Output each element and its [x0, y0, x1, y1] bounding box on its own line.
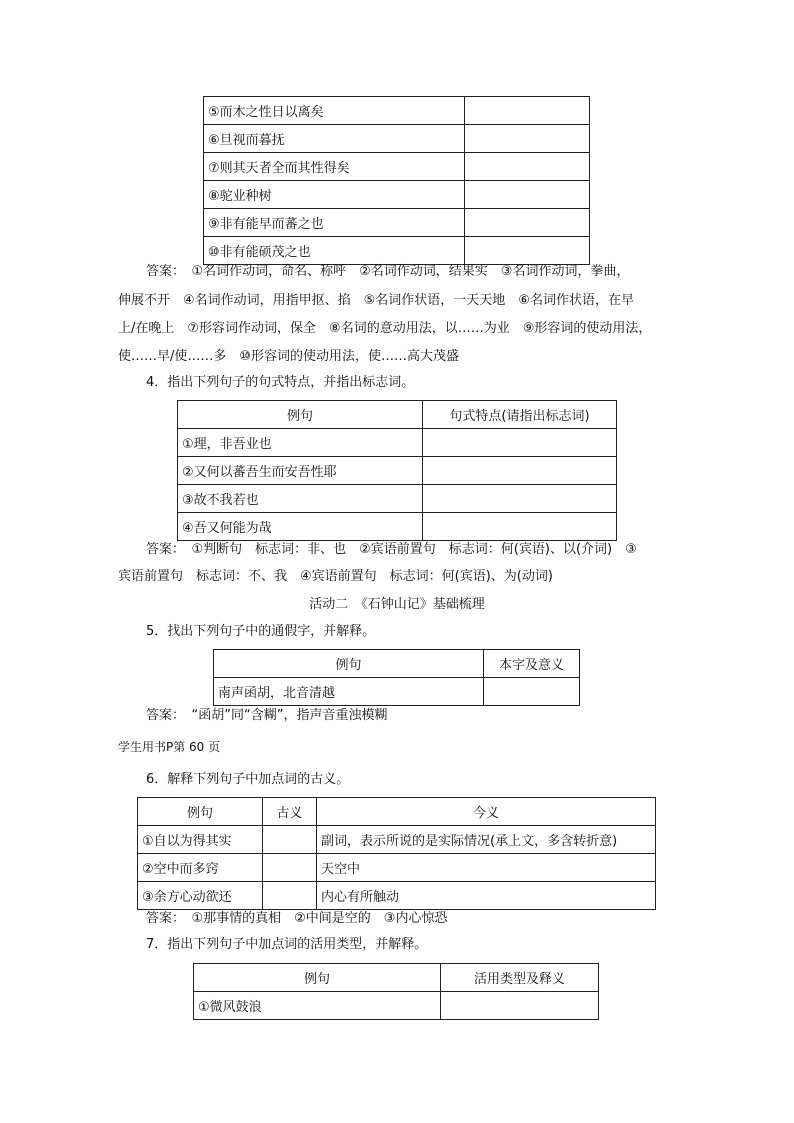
table-cell: ③故不我若也 — [178, 485, 423, 513]
table-cell-empty — [465, 125, 590, 153]
answer-text: 使……早/使……多 ⑩形容词的使动用法，使……高大茂盛 — [118, 349, 460, 364]
table-cell-empty — [465, 97, 590, 125]
table-cell-empty — [423, 485, 617, 513]
table-header: 本字及意义 — [484, 650, 580, 678]
table-header: 句式特点(请指出标志词) — [423, 401, 617, 429]
table-cell: ③余方心动欲还 — [138, 882, 263, 910]
table-header: 例句 — [194, 964, 441, 992]
answer-text: 答案： ①名词作动词，命名、称呼 ②名词作动词，结果实 ③名词作动词，拳曲， — [146, 264, 630, 279]
answer-text: 宾语前置句 标志词：不、我 ④宾语前置句 标志词：何(宾语)、为(动词) — [118, 569, 553, 584]
answer-text: 伸展不开 ④名词作动词，用指甲抠、掐 ⑤名词作状语，一天天地 ⑥名词作状语，在早 — [118, 293, 634, 308]
table-cell: 副词，表示所说的是实际情况(承上文，多含转折意) — [317, 826, 656, 854]
answer-text: 上/在晚上 ⑦形容词作动词，保全 ⑧名词的意动用法，以……为业 ⑨形容词的使动用法， — [118, 321, 652, 336]
table-cell: ⑤而木之性日以离矣 — [204, 97, 465, 125]
table-header: 今义 — [317, 798, 656, 826]
table-cell-empty — [263, 826, 317, 854]
usage-table-continued — [203, 96, 590, 265]
table-cell-empty — [484, 678, 580, 706]
table-cell-empty — [465, 237, 590, 265]
table-cell: ①自以为得其实 — [138, 826, 263, 854]
answer-text: 答案： “函胡”同“含糊”，指声音重浊模糊 — [146, 708, 388, 723]
question-7-prompt: 7．指出下列句子中加点词的活用类型，并解释。 — [146, 937, 428, 952]
table-cell: ①理，非吾业也 — [178, 429, 423, 457]
table-header: 例句 — [138, 798, 263, 826]
table-cell: ⑥旦视而暮抚 — [204, 125, 465, 153]
table-cell-empty — [441, 992, 599, 1020]
table-cell: ④吾又何能为哉 — [178, 513, 423, 541]
table-cell-empty — [263, 882, 317, 910]
table-cell: ⑩非有能硕茂之也 — [204, 237, 465, 265]
page-reference: 学生用书P第 60 页 — [118, 740, 221, 754]
question-5-prompt: 5．找出下列句子中的通假字，并解释。 — [146, 624, 376, 639]
usage-table — [193, 963, 599, 1020]
table-cell-empty — [465, 153, 590, 181]
answer-text: 答案： ①那事情的真相 ②中间是空的 ③内心惊恐 — [146, 911, 448, 926]
table-cell-empty — [423, 513, 617, 541]
sentence-pattern-table — [177, 400, 617, 541]
ancient-meaning-table — [137, 797, 656, 910]
table-cell-empty — [423, 429, 617, 457]
table-cell: ②又何以蕃吾生而安吾性耶 — [178, 457, 423, 485]
table-header: 古义 — [263, 798, 317, 826]
section-title: 活动二 《石钟山记》基础梳理 — [309, 597, 485, 612]
table-header: 活用类型及释义 — [441, 964, 599, 992]
table-header: 例句 — [178, 401, 423, 429]
table-cell-empty — [263, 854, 317, 882]
tongjia-table — [213, 649, 580, 706]
table-header: 例句 — [214, 650, 484, 678]
question-4-prompt: 4．指出下列句子的句式特点，并指出标志词。 — [146, 375, 415, 390]
table-cell: 内心有所触动 — [317, 882, 656, 910]
table-cell-empty — [423, 457, 617, 485]
table-cell: ⑧驼业种树 — [204, 181, 465, 209]
table-cell: ⑦则其天者全而其性得矣 — [204, 153, 465, 181]
table-cell: ⑨非有能早而蕃之也 — [204, 209, 465, 237]
question-6-prompt: 6．解释下列句子中加点词的古义。 — [146, 772, 350, 787]
table-cell: ①微风鼓浪 — [194, 992, 441, 1020]
answer-text: 答案： ①判断句 标志词：非、也 ②宾语前置句 标志词：何(宾语)、以(介词) ③ — [146, 542, 637, 557]
table-cell-empty — [465, 209, 590, 237]
table-cell-empty — [465, 181, 590, 209]
table-cell: ②空中而多窍 — [138, 854, 263, 882]
table-cell: 南声函胡，北音清越 — [214, 678, 484, 706]
table-cell: 天空中 — [317, 854, 656, 882]
